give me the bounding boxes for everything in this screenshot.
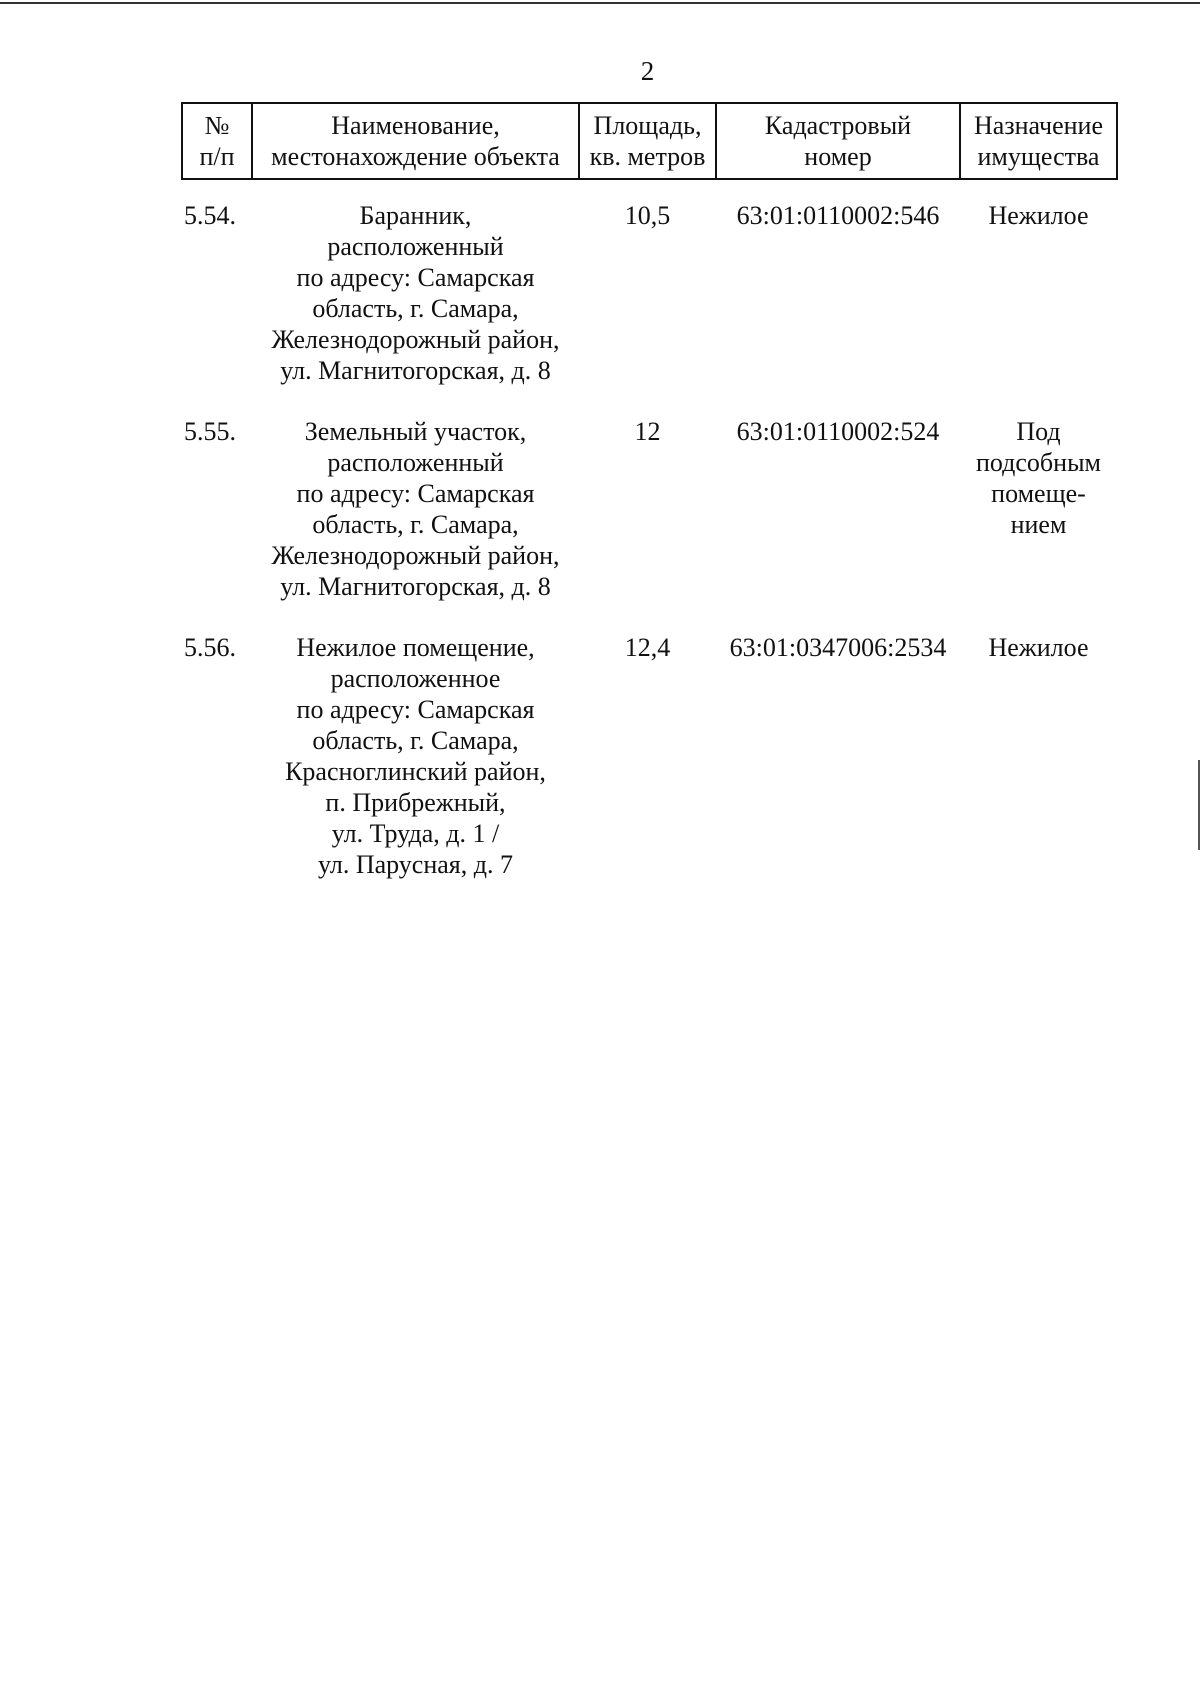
header-text: кв. метров bbox=[589, 142, 706, 171]
purpose-line: Под bbox=[1016, 417, 1061, 446]
area bbox=[579, 179, 716, 396]
name-line: Красноглинский район, bbox=[285, 757, 546, 786]
name-line: Земельный участок, bbox=[304, 417, 527, 446]
name-line: расположенное bbox=[330, 664, 501, 693]
cadastral-number bbox=[716, 179, 960, 396]
header-text: Назначение bbox=[974, 111, 1103, 140]
name-line: расположенный bbox=[327, 232, 504, 261]
purpose-line: помеще- bbox=[991, 479, 1086, 508]
name-line: Железнодорожный район, bbox=[271, 325, 560, 354]
header-cadastral bbox=[716, 103, 960, 179]
header-text: номер bbox=[804, 142, 872, 171]
object-name bbox=[252, 612, 579, 890]
object-name bbox=[252, 396, 579, 612]
purpose bbox=[960, 179, 1117, 396]
cadastral-text: 63:01:0347006:2534 bbox=[729, 633, 947, 662]
row-number-text: 5.54. bbox=[184, 201, 236, 230]
area-text: 12,4 bbox=[624, 633, 671, 662]
header-text: № bbox=[204, 111, 230, 140]
page-number: 2 bbox=[640, 56, 655, 86]
header-purpose bbox=[960, 103, 1117, 179]
cadastral-text: 63:01:0110002:524 bbox=[736, 417, 940, 446]
table-header-row bbox=[182, 103, 1117, 179]
header-number bbox=[182, 103, 252, 179]
header-area bbox=[579, 103, 716, 179]
table-row bbox=[182, 612, 1117, 890]
row-number-text: 5.56. bbox=[184, 633, 236, 662]
header-text: Кадастровый bbox=[764, 111, 912, 140]
scan-edge-line bbox=[0, 2, 1200, 4]
row-number bbox=[182, 179, 252, 396]
name-line: область, г. Самара, bbox=[312, 726, 519, 755]
name-line: Нежилое помещение, bbox=[296, 633, 535, 662]
header-text: Площадь, bbox=[593, 111, 702, 140]
object-name bbox=[252, 179, 579, 396]
area bbox=[579, 612, 716, 890]
purpose-line: Нежилое bbox=[988, 201, 1089, 230]
header-text: п/п bbox=[199, 142, 235, 171]
header-text: имущества bbox=[977, 142, 1100, 171]
name-line: ул. Магнитогорская, д. 8 bbox=[280, 356, 551, 385]
name-line: ул. Труда, д. 1 / bbox=[331, 819, 500, 848]
header-name bbox=[252, 103, 579, 179]
header-text: Наименование, bbox=[331, 111, 500, 140]
name-line: по адресу: Самарская bbox=[296, 263, 535, 292]
table-row bbox=[182, 179, 1117, 396]
purpose bbox=[960, 396, 1117, 612]
table-row bbox=[182, 396, 1117, 612]
name-line: ул. Парусная, д. 7 bbox=[318, 850, 513, 879]
purpose-line: Нежилое bbox=[988, 633, 1089, 662]
name-line: по адресу: Самарская bbox=[296, 695, 535, 724]
name-line: п. Прибрежный, bbox=[325, 788, 506, 817]
area-text: 10,5 bbox=[624, 201, 671, 230]
header-text: местонахождение объекта bbox=[271, 142, 560, 171]
name-line: Железнодорожный район, bbox=[271, 541, 560, 570]
name-line: расположенный bbox=[327, 448, 504, 477]
row-number bbox=[182, 612, 252, 890]
name-line: Баранник, bbox=[359, 201, 472, 230]
cadastral-text: 63:01:0110002:546 bbox=[736, 201, 940, 230]
row-number bbox=[182, 396, 252, 612]
cadastral-number bbox=[716, 612, 960, 890]
name-line: область, г. Самара, bbox=[312, 510, 519, 539]
cadastral-number bbox=[716, 396, 960, 612]
row-number-text: 5.55. bbox=[184, 417, 236, 446]
area-text: 12 bbox=[634, 417, 661, 446]
purpose-line: нием bbox=[1010, 510, 1067, 539]
purpose bbox=[960, 612, 1117, 890]
name-line: ул. Магнитогорская, д. 8 bbox=[280, 572, 551, 601]
name-line: по адресу: Самарская bbox=[296, 479, 535, 508]
name-line: область, г. Самара, bbox=[312, 294, 519, 323]
purpose-line: подсобным bbox=[976, 448, 1101, 477]
property-table bbox=[181, 102, 1118, 890]
area bbox=[579, 396, 716, 612]
